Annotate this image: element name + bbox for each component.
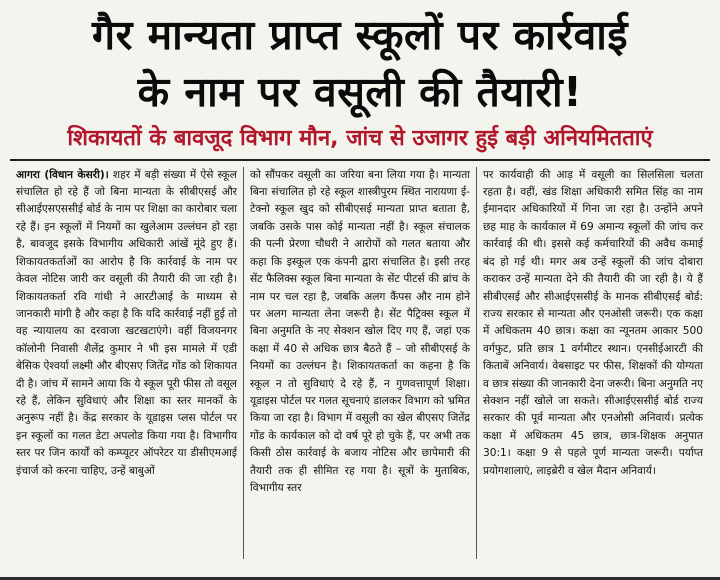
article-column-3: [476, 167, 709, 559]
headline-line-2: के नाम पर वसूली की तैयारी!: [137, 68, 583, 117]
column-2-text: को सौंपकर वसूली का जरिया बना लिया गया है। मान्यता बिना संचालित हो रहे स्कूल शास्त्रीपुरम स्थित नारायणा ई-टेक्नो स्कूल खुद को सीबीएसई मान्यता प्राप्त बताता है, जबकि उसके पास कोई मान्यता नहीं है। स्कूल संचालक की पत्नी प्रेरणा चौधरी ने आरोपों को गलत बताया और कहा कि इस्कूल एक कंपनी द्वारा संचालित है। इसी तरह सेंट फैलिक्स स्कूल बिना मान्यता के सेंट पीटर्स की ब्रांच के नाम पर चल रहा है, जबकि अलग कैंपस और नाम होने पर अलग मान्यता लेना जरूरी है। सेंट पैट्रिक्स स्कूल में बिना अनुमति के नए सेक्शन खोल दिए गए हैं, जहां एक कक्षा में 40 से अधिक छात्र बैठते हैं – जो सीबीएसई के नियमों का उल्लंघन है। शिकायतकर्ता का कहना है कि स्कूल न तो सुविधाएं दे रहे हैं, न गुणवत्तापूर्ण शिक्षा। यूडाइस पोर्टल पर गलत सूचनाएं डालकर विभाग को भ्रमित किया जा रहा है। विभाग में वसूली का खेल बीएसए जितेंद्र गोंड के कार्यकाल को दो वर्ष पूरे हो चुके हैं, पर अभी तक किसी ठोस कार्रवाई के बजाय नोटिस और छापेमारी की तैयारी तक ही सीमित रह गया है। सूत्रों के मुताबिक, विभागीय स्तर: [250, 168, 470, 494]
dateline: आगरा (विधान केसरी)।: [16, 168, 109, 181]
article-column-1: [10, 167, 243, 559]
divider-rule: [10, 159, 710, 161]
article-column-2: [243, 167, 476, 559]
headline-line-1: गैर मान्यता प्राप्त स्कूलों पर कार्रवाई: [91, 11, 628, 59]
subheadline: शिकायतों के बावजूद विभाग मौन, जांच से उजागर हुई बड़ी अनियमितताएं: [67, 126, 653, 152]
column-3-text: पर कार्यवाही की आड़ में वसूली का सिलसिला चलता रहता है। वहीं, खंड शिक्षा अधिकारी समित सिंह का नाम ईमानदार अधिकारियों में गिना जा रहा है। उन्होंने अपने छह माह के कार्यकाल में 69 अमान्य स्कूलों की जांच कर कार्रवाई की थी। इससे कई कर्मचारियों की अवैध कमाई बंद हो गई थी। मगर अब उन्हें स्कूलों की जांच दोबारा कराकर उन्हें मान्यता देने की तैयारी की जा रही है। ये हैं सीबीएसई और सीआईएससीई के मानक सीबीएसई बोर्ड: राज्य सरकार से मान्यता और एनओसी जरूरी। एक कक्षा में अधिकतम 40 छात्र। कक्षा का न्यूनतम आकार 500 वर्गफुट, प्रति छात्र 1 वर्गमीटर स्थान। एनसीईआरटी की किताबें अनिवार्य। वेबसाइट पर फीस, शिक्षकों की योग्यता व छात्र संख्या की जानकारी देना जरूरी। बिना अनुमति नए सेक्शन नहीं खोले जा सकते। सीआईएससीई बोर्ड राज्य सरकार की पूर्व मान्यता और एनओसी अनिवार्य। प्रत्येक कक्षा में अधिकतम 45 छात्र, छात्र-शिक्षक अनुपात 30:1। कक्षा 9 से पहले पूर्ण मान्यता जरूरी। पर्याप्त प्रयोगशालाएं, लाइब्रेरी व खेल मैदान अनिवार्य।: [483, 168, 703, 477]
column-1-text: शहर में बड़ी संख्या में ऐसे स्कूल संचालित हो रहे हैं जो बिना मान्यता के सीबीएसई और सीआईएसएससीई बोर्ड के नाम पर शिक्षा का कारोबार चला रहे हैं। इन स्कूलों में नियमों का खुलेआम उल्लंघन हो रहा है, बावजूद इसके विभागीय अधिकारी आंखें मूंदे हुए हैं। शिकायतकर्ताओं का आरोप है कि कार्रवाई के नाम पर केवल नोटिस जारी कर वसूली की तैयारी की जा रही है। शिकायतकर्ता रवि गांधी ने आरटीआई के माध्यम से जानकारी मांगी है और कहा है कि यदि कार्रवाई नहीं हुई तो वह न्यायालय का दरवाजा खटखटाएंगे। वहीं विजयनगर कॉलोनी निवासी शैलेंद्र कुमार ने भी इस मामले में एडी बेसिक ऐश्वर्या लक्ष्मी और बीएसए जितेंद्र गोंड को शिकायत दी है। जांच में सामने आया कि ये स्कूल पूरी फीस तो वसूल रहे हैं, लेकिन सुविधाएं और शिक्षा का स्तर मानकों के अनुरूप नहीं है। केंद्र सरकार के यूडाइस प्लस पोर्टल पर इन स्कूलों का गलत डेटा अपलोड किया गया है। विभागीय स्तर पर जिन कार्यों को कम्प्यूटर ऑपरेटर या डीसीएमआई इंचार्ज को करना चाहिए, उन्हें बाबुओं: [16, 168, 237, 477]
article-body: [10, 167, 710, 559]
